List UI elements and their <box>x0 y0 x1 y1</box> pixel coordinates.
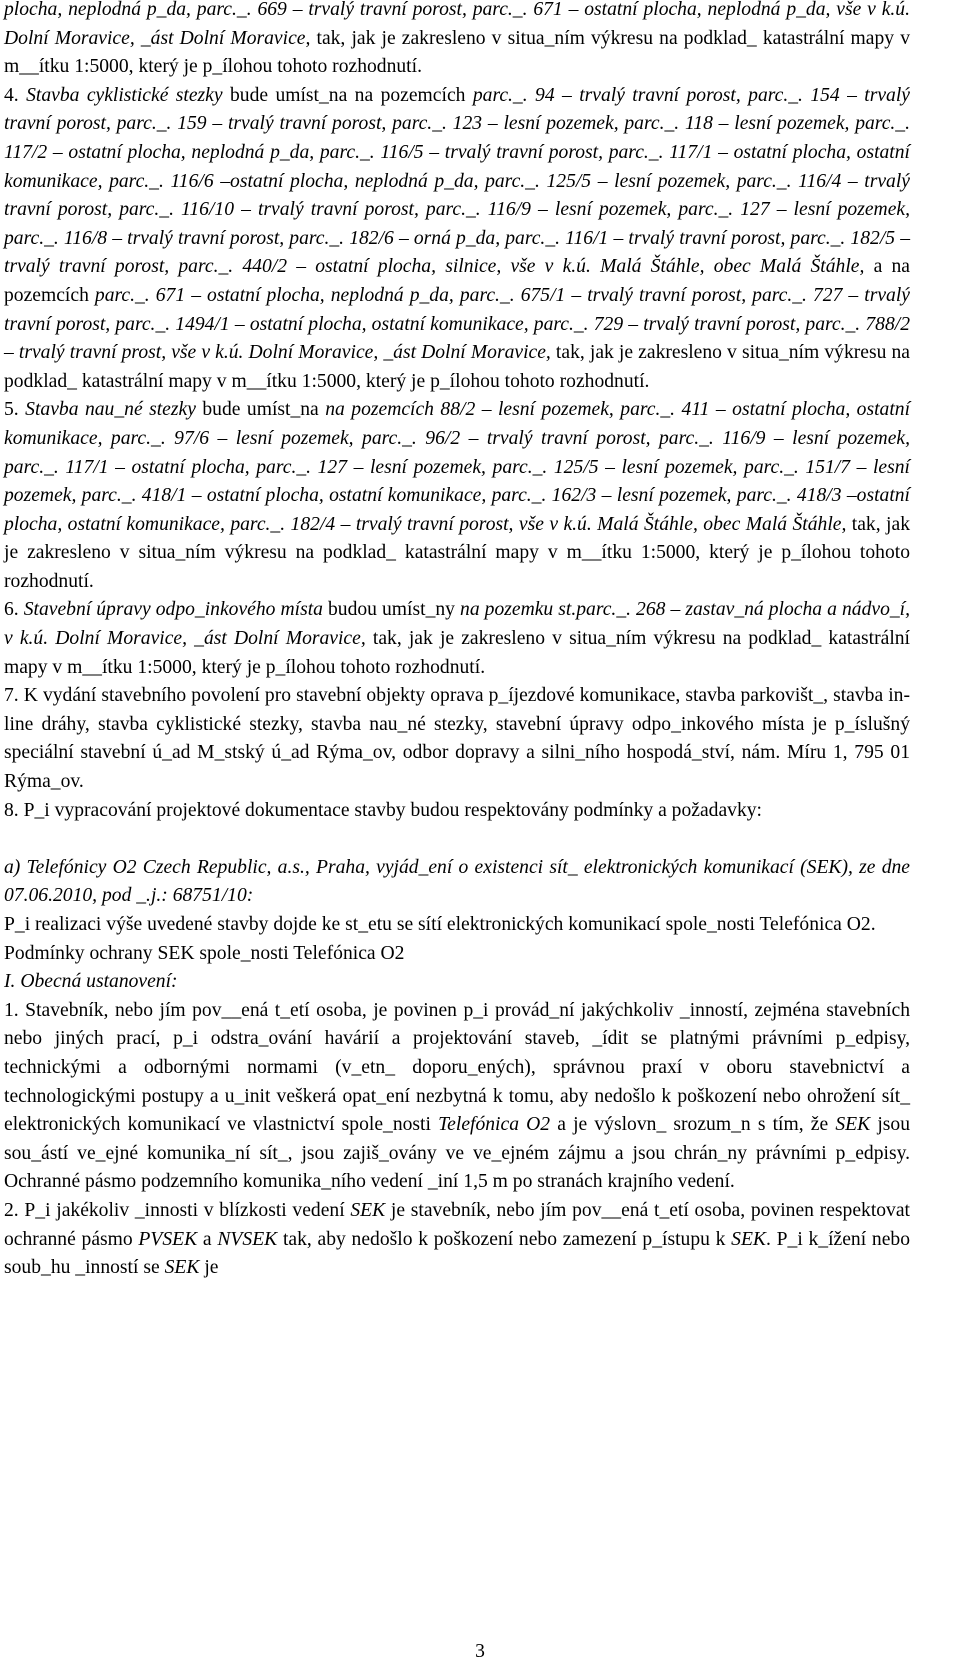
text: Podmínky ochrany SEK spole_nosti Telefónica O2 <box>4 942 405 964</box>
paragraph <box>4 797 910 826</box>
italic-text: Stavba nau_né stezky <box>25 399 196 421</box>
italic-text: a) Telefónicy O2 Czech Republic, a.s., Praha, vyjád_ení o existenci sít_ elektronických komunikací (SEK), ze dne 07.06.2010, pod _.j.: 68751/10: <box>4 856 910 907</box>
text: 8. P_i vypracování projektové dokumentace stavby budou respektovány podmínky a požadavky: <box>4 799 762 821</box>
text: a na pozemcích <box>4 256 910 306</box>
text: jsou sou_ástí ve_ejné komunika_ní sít_, jsou zajiš_ovány ve ve_ejném zájmu a jsou chrán_ny právními p_edpisy. Ochranné pásmo podzemního komunika_ního vedení _iní 1,5 m po stranách krajního vedení. <box>4 1114 910 1193</box>
text: tak, jak je zakresleno v situa_ním výkresu na podklad_ katastrální mapy v m__ítku 1:5000, který je p_ílohou tohoto rozhodnutí. <box>4 628 911 678</box>
text: tak, aby nedošlo k poškození nebo zamezení p_ístupu k <box>277 1228 732 1250</box>
italic-text: plocha, neplodná p_da, parc._. 669 – trvalý travní porost, parc._. 671 – ostatní plocha, neplodná p_da, vše v k.ú. Dolní Moravice, _ást Dolní Moravice, <box>4 0 910 49</box>
text: 4. <box>4 84 27 106</box>
text: bude umíst_na na pozemcích <box>222 84 473 106</box>
text: budou umíst_ny <box>322 599 461 621</box>
text: P_i realizaci výše uvedené stavby dojde ke st_etu se sítí elektronických komunikací spole_nosti Telefónica O2. <box>4 914 876 935</box>
italic-text: SEK <box>731 1228 767 1250</box>
text: . P_i k_ížení nebo soub_hu _inností se <box>4 1228 910 1279</box>
text: 7. K vydání stavebního povolení pro stavební objekty oprava p_íjezdové komunikace, stavba parkovišt_, stavba in-line dráhy, stavba cyklistické stezky, stavba nau_né stezky, stavební úpravy odpo_inkového místa je p_íslušný speciální stavební ú_ad M_stský ú_ad Rýma_ov, odbor dopravy a silni_ního hospodá_ství, nám. Míru 1, 795 01 Rýma_ov. <box>4 685 910 793</box>
paragraph <box>4 911 910 940</box>
paragraph <box>4 968 910 997</box>
text: a je výslovn_ srozum_n s tím, že <box>550 1114 836 1136</box>
italic-text: I. Obecná ustanovení: <box>4 971 178 993</box>
text: a <box>197 1228 218 1250</box>
blank-line <box>4 825 910 854</box>
document-body <box>4 0 910 1283</box>
text: je stavebník, nebo jím pov__ená t_etí osoba, povinen respektovat ochranné pásmo <box>4 1199 910 1250</box>
paragraph <box>4 997 910 1197</box>
paragraph <box>4 396 910 596</box>
text: 2. P_i jakékoliv _innosti v blízkosti vedení <box>4 1199 351 1221</box>
text: je <box>199 1257 219 1279</box>
italic-text: SEK <box>164 1257 200 1279</box>
italic-text: SEK <box>835 1114 871 1136</box>
italic-text: NVSEK <box>217 1228 278 1250</box>
paragraph <box>4 0 910 82</box>
text: tak, jak je zakresleno v situa_ním výkresu na podklad_ katastrální mapy v m__ítku 1:5000, který je p_ílohou tohoto rozhodnutí. <box>4 342 910 392</box>
text: 1. Stavebník, nebo jím pov__ená t_etí osoba, je povinen p_i provád_ní jakýchkoliv _inností, zejména stavebních nebo jiných prací, p_i odstra_ování havárií a projektování staveb, _ídit se platnými právními p_edpisy, technickými a odbornými normami (v_etn_ doporu_ených), správnou praxí v oboru stavebnictví a technologickými postupy a u_init veškerá opat_ení nezbytná k tomu, aby nedošlo k poškození nebo ohrožení sít_ elektronických komunikací ve vlastnictví spole_nosti <box>4 999 910 1136</box>
paragraph <box>4 596 910 682</box>
italic-text: SEK <box>350 1199 386 1221</box>
italic-text: Stavba cyklistické stezky <box>26 84 223 106</box>
italic-text: parc._. 94 – trvalý travní porost, parc._. 154 – trvalý travní porost, parc._. 159 – trvalý travní porost, parc._. 123 – lesní pozemek, parc._. 118 – lesní pozemek, parc._. 117/2 – ostatní plocha, neplodná p_da, parc._. 116/5 – trvalý travní porost, parc._. 117/1 – ostatní plocha, ostatní komunikace, parc._. 116/6 –ostatní plocha, neplodná p_da, parc._. 125/5 – lesní pozemek, parc._. 116/4 – trvalý travní porost, parc._. 116/10 – trvalý travní porost, parc._. 116/9 – lesní pozemek, parc._. 127 – lesní pozemek, parc._. 116/8 – trvalý travní porost, parc._. 182/6 – orná p_da, parc._. 116/1 – trvalý travní porost, parc._. 182/5 – trvalý travní porost, parc._. 440/2 – ostatní plocha, silnice, vše v k.ú. Malá Štáhle, obec Malá Štáhle, <box>4 84 910 278</box>
italic-text: Telefónica O2 <box>438 1114 551 1136</box>
paragraph <box>4 1197 910 1283</box>
italic-text: na pozemcích 88/2 – lesní pozemek, parc._. 411 – ostatní plocha, ostatní komunikace, parc._. 97/6 – lesní pozemek, parc._. 96/2 – trvalý travní porost, parc._. 116/9 – lesní pozemek, parc._. 117/1 – ostatní plocha, parc._. 127 – lesní pozemek, parc._. 125/5 – lesní pozemek, parc._. 151/7 – lesní pozemek, parc._. 418/1 – ostatní plocha, ostatní komunikace, parc._. 162/3 – lesní pozemek, parc._. 418/3 –ostatní plocha, ostatní komunikace, parc._. 182/4 – trvalý travní porost, vše v k.ú. Malá Štáhle, obec Malá Štáhle, <box>4 399 911 535</box>
italic-text: na pozemku st.parc._. 268 – zastav_ná plocha a nádvo_í, v k.ú. Dolní Moravice, _ást Dolní Moravice, <box>4 599 910 650</box>
text: tak, jak je zakresleno v situa_ním výkresu na podklad_ katastrální mapy v m__ítku 1:5000, který je p_ílohou tohoto rozhodnutí. <box>4 513 910 592</box>
text: 6. <box>4 599 24 621</box>
text: bude umíst_na <box>195 399 326 421</box>
italic-text: parc._. 671 – ostatní plocha, neplodná p_da, parc._. 675/1 – trvalý travní porost, parc._. 727 – trvalý travní porost, parc._. 1494/1 – ostatní plocha, ostatní komunikace, parc._. 729 – trvalý travní porost, parc._. 788/2 – trvalý travní prost, vše v k.ú. Dolní Moravice, _ást Dolní Moravice, <box>4 284 910 364</box>
paragraph <box>4 682 910 796</box>
text: tak, jak je zakresleno v situa_ním výkresu na podklad_ katastrální mapy v m__ítku 1:5000, který je p_ílohou tohoto rozhodnutí. <box>4 27 911 78</box>
text: 5. <box>4 399 26 421</box>
italic-text: PVSEK <box>138 1228 198 1250</box>
page-number: 3 <box>475 1641 485 1662</box>
paragraph <box>4 854 910 911</box>
paragraph <box>4 82 910 397</box>
italic-text: Stavební úpravy odpo_inkového místa <box>23 599 323 621</box>
paragraph <box>4 940 910 969</box>
